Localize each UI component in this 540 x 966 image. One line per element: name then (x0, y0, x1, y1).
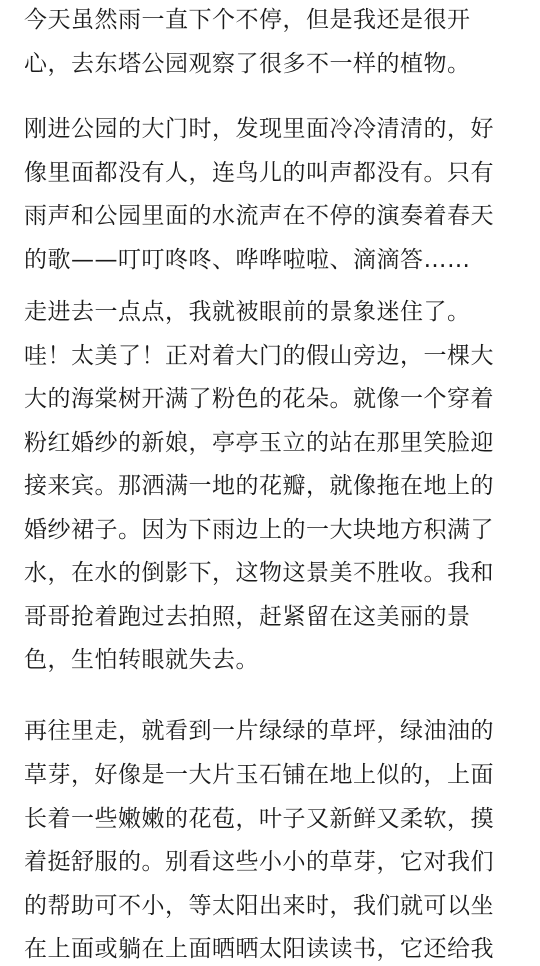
text-line: 粉红婚纱的新娘，亭亭玉立的站在那里笑脸迎 (24, 430, 494, 456)
text-line: 的歌——叮叮咚咚、哗哗啦啦、滴滴答…… (24, 247, 471, 273)
text-line: 雨声和公园里面的水流声在不停的演奏着春天 (24, 203, 494, 229)
text-line: 大的海棠树开满了粉色的花朵。就像一个穿着 (24, 386, 494, 412)
text-line: 今天虽然雨一直下个不停，但是我还是很开 (24, 7, 471, 33)
text-line: 哇！太美了！正对着大门的假山旁边，一棵大 (24, 343, 494, 369)
text-line: 心，去东塔公园观察了很多不一样的植物。 (24, 51, 471, 77)
text-line: 像里面都没有人，连鸟儿的叫声都没有。只有 (24, 160, 494, 186)
text-line: 水，在水的倒影下，这物这景美不胜收。我和 (24, 560, 494, 586)
text-line: 在上面或躺在上面晒晒太阳读读书，它还给我 (24, 936, 494, 962)
text-line: 长着一些嫩嫩的花苞，叶子又新鲜又柔软，摸 (24, 806, 494, 832)
text-line: 色，生怕转眼就失去。 (24, 647, 259, 673)
text-line: 草芽，好像是一大片玉石铺在地上似的，上面 (24, 762, 494, 788)
text-line: 着挺舒服的。别看这些小小的草芽，它对我们 (24, 849, 494, 875)
text-line: 接来宾。那洒满一地的花瓣，就像拖在地上的 (24, 473, 494, 499)
text-line: 哥哥抢着跑过去拍照，赶紧留在这美丽的景 (24, 604, 471, 630)
text-line: 的帮助可不小，等太阳出来时，我们就可以坐 (24, 893, 494, 919)
text-line: 再往里走，就看到一片绿绿的草坪，绿油油的 (24, 718, 494, 744)
text-line: 婚纱裙子。因为下雨边上的一大块地方积满了 (24, 517, 494, 543)
text-line: 刚进公园的大门时，发现里面冷冷清清的，好 (24, 116, 494, 142)
text-line: 走进去一点点，我就被眼前的景象迷住了。 (24, 299, 471, 325)
